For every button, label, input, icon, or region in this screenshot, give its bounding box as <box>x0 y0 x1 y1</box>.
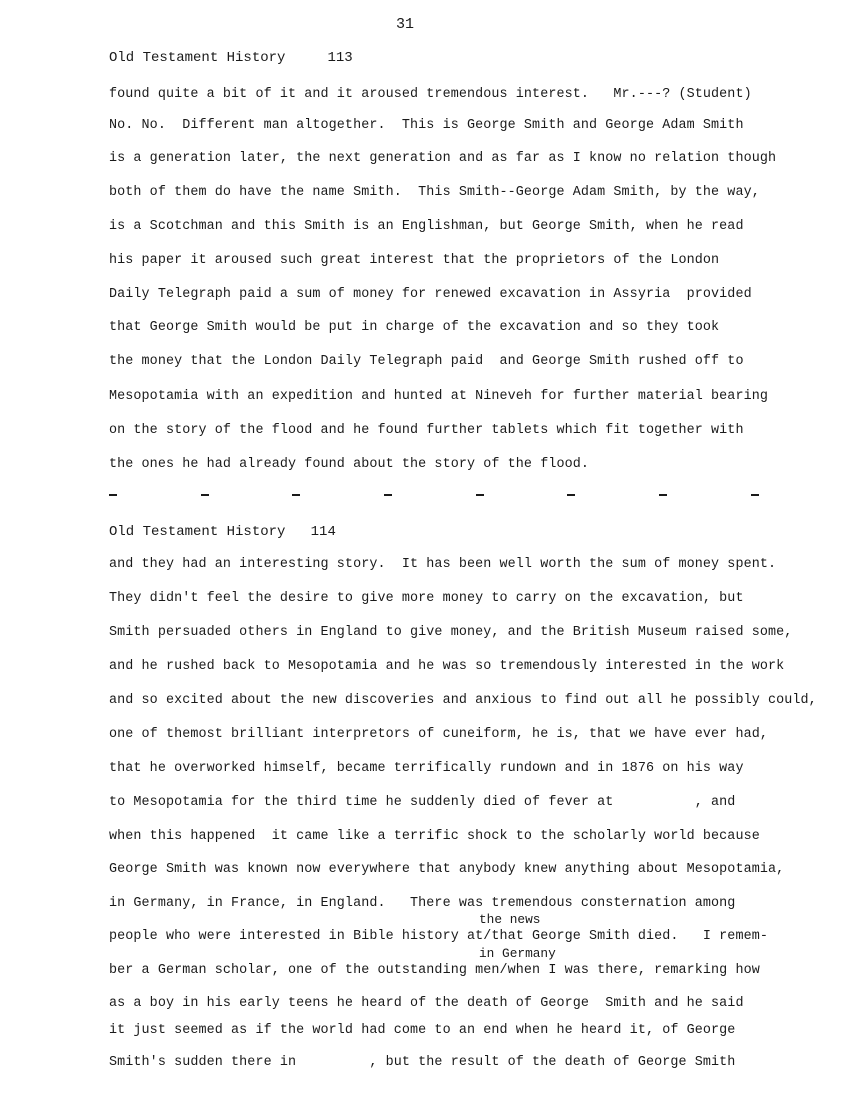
section-divider-dash <box>384 494 392 496</box>
interlinear-insertion: the news <box>479 912 541 927</box>
section-divider-dash <box>659 494 667 496</box>
text-line: both of them do have the name Smith. This Smith--George Adam Smith, by the way, <box>109 185 760 200</box>
text-line: is a Scotchman and this Smith is an Englishman, but George Smith, when he read <box>109 219 744 234</box>
section-heading-page: 114 <box>310 524 336 540</box>
section-divider-dash <box>292 494 300 496</box>
text-line: to Mesopotamia for the third time he suddenly died of fever at , and <box>109 795 736 810</box>
section-divider-dash <box>476 494 484 496</box>
section-heading-page: 113 <box>327 50 353 66</box>
text-line: one of themost brilliant interpretors of cuneiform, he is, that we have ever had, <box>109 727 768 742</box>
text-line: that he overworked himself, became terrifically rundown and in 1876 on his way <box>109 761 744 776</box>
text-line: and they had an interesting story. It has been well worth the sum of money spent. <box>109 557 777 572</box>
text-line: people who were interested in Bible history at/that George Smith died. I remem- <box>109 929 768 944</box>
text-line: when this happened it came like a terrific shock to the scholarly world because <box>109 829 760 844</box>
text-line: Smith's sudden there in , but the result of the death of George Smith <box>109 1055 736 1070</box>
text-line: and he rushed back to Mesopotamia and he was so tremendously interested in the work <box>109 659 785 674</box>
section-heading <box>109 50 353 66</box>
text-line: Daily Telegraph paid a sum of money for renewed excavation in Assyria provided <box>109 287 752 302</box>
text-line: ber a German scholar, one of the outstanding men/when I was there, remarking how <box>109 963 760 978</box>
text-line: his paper it aroused such great interest that the proprietors of the London <box>109 253 720 268</box>
text-line: in Germany, in France, in England. There was tremendous consternation among <box>109 896 736 911</box>
text-line: the money that the London Daily Telegraph paid and George Smith rushed off to <box>109 354 744 369</box>
section-heading-title: Old Testament History <box>109 524 286 540</box>
text-line: George Smith was known now everywhere that anybody knew anything about Mesopotamia, <box>109 862 785 877</box>
section-divider-dash <box>751 494 759 496</box>
section-divider-dash <box>109 494 117 496</box>
section-heading-title: Old Testament History <box>109 50 286 66</box>
text-line: the ones he had already found about the story of the flood. <box>109 457 590 472</box>
text-line: that George Smith would be put in charge of the excavation and so they took <box>109 320 720 335</box>
text-line: as a boy in his early teens he heard of the death of George Smith and he said <box>109 996 744 1011</box>
text-line: found quite a bit of it and it aroused tremendous interest. Mr.---? (Student) <box>109 87 752 102</box>
text-line: Mesopotamia with an expedition and hunted at Nineveh for further material bearing <box>109 389 768 404</box>
text-line: on the story of the flood and he found further tablets which fit together with <box>109 423 744 438</box>
section-heading <box>109 524 336 540</box>
section-divider-dash <box>201 494 209 496</box>
page-number: 31 <box>396 16 415 33</box>
text-line: is a generation later, the next generation and as far as I know no relation though <box>109 151 777 166</box>
text-line: No. No. Different man altogether. This is George Smith and George Adam Smith <box>109 118 744 133</box>
section-divider-dash <box>567 494 575 496</box>
text-line: Smith persuaded others in England to give money, and the British Museum raised some, <box>109 625 793 640</box>
text-line: and so excited about the new discoveries and anxious to find out all he possibly could, <box>109 693 817 708</box>
interlinear-insertion: in Germany <box>479 946 556 961</box>
text-line: it just seemed as if the world had come to an end when he heard it, of George <box>109 1023 736 1038</box>
text-line: They didn't feel the desire to give more money to carry on the excavation, but <box>109 591 744 606</box>
